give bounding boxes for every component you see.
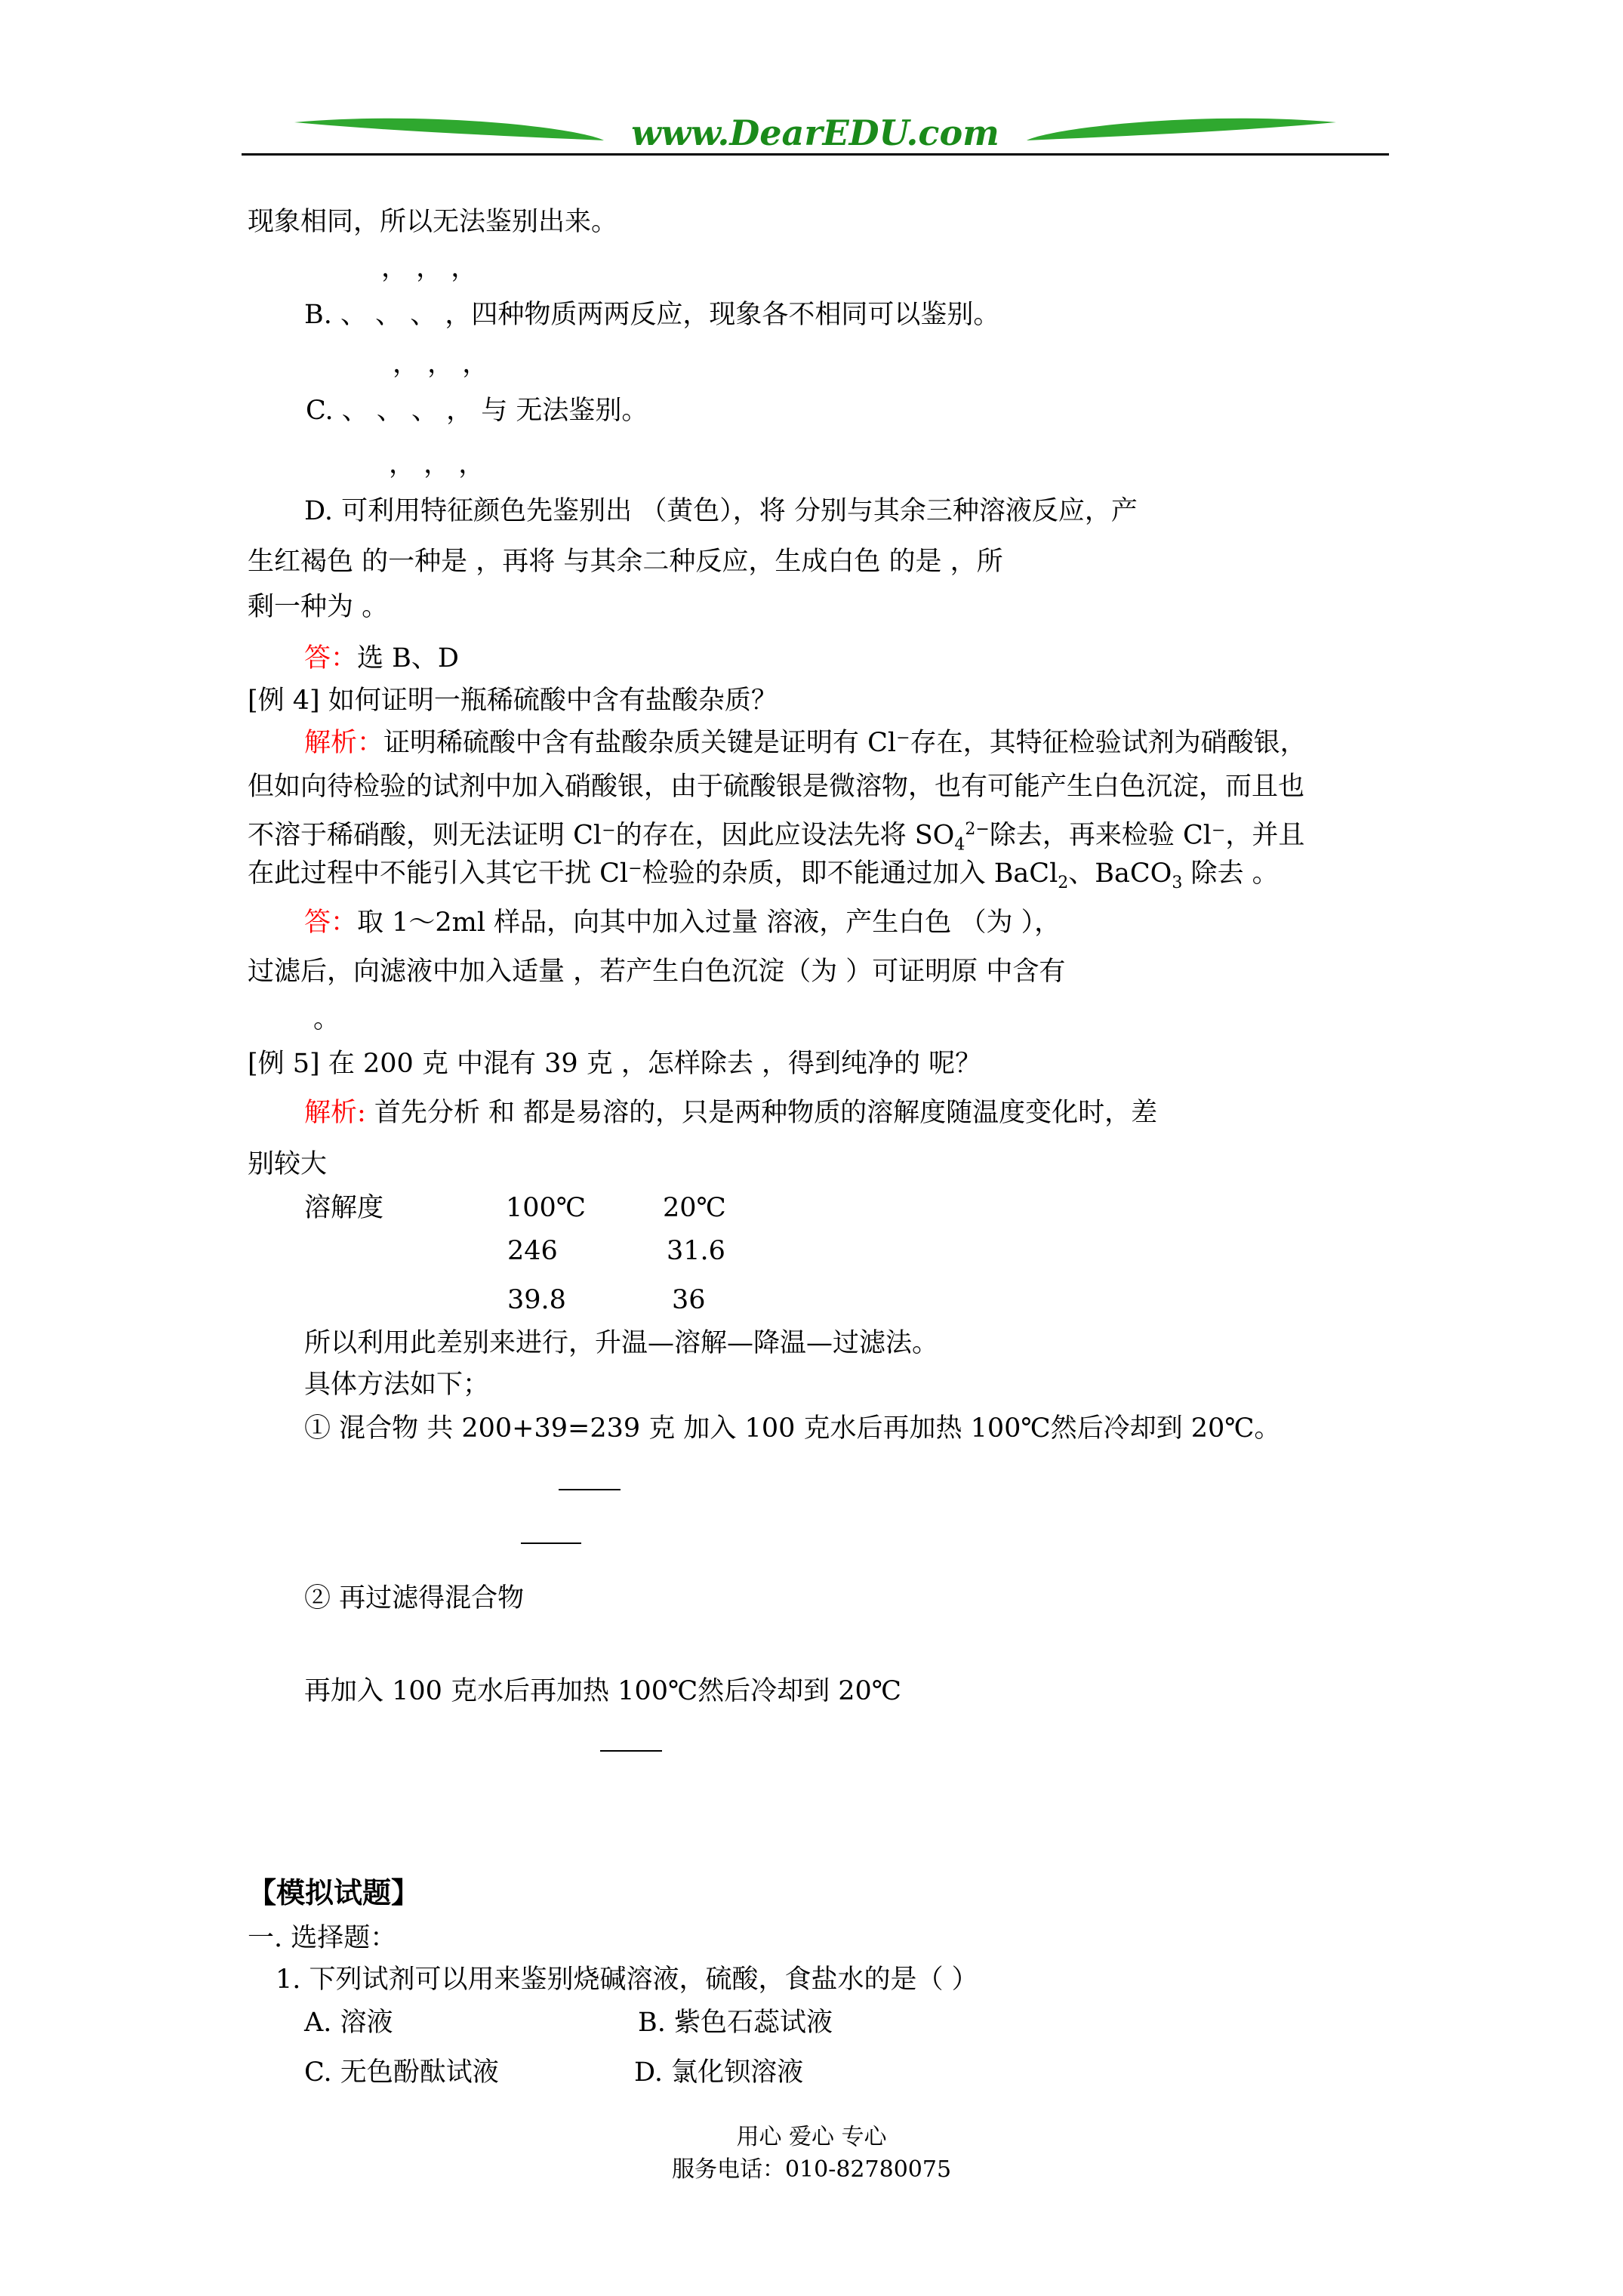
option-b: B. 紫色石蕊试液 — [638, 2008, 833, 2038]
answer-label: 答： — [304, 643, 358, 673]
text-line: 不溶于稀硝酸，则无法证明 Cl⁻的存在，因此应设法先将 $SO_4^{2-}$除去，再来检验 Cl⁻，并且 — [248, 820, 1305, 855]
option-c: C. 无色酚酞试液 — [304, 2057, 499, 2088]
text-line: 但如向待检验的试剂中加入硝酸银，由于硫酸银是微溶物，也有可能产生白色沉淀，而且也 — [248, 772, 1305, 802]
underline-blank — [600, 1750, 662, 1752]
header-rule — [242, 153, 1389, 156]
option-d: D. 氯化钡溶液 — [634, 2057, 804, 2088]
text-line: 所以利用此差别来进行，升温—溶解—降温—过滤法。 — [304, 1328, 939, 1358]
text-line: ， ， ， — [393, 349, 489, 379]
analysis-line: 解析：证明稀硫酸中含有盐酸杂质关键是证明有 Cl⁻存在，其特征检验试剂为硝酸银， — [304, 728, 1307, 758]
text-line: C. 、 、 、 ， 与 无法鉴别。 — [306, 396, 648, 426]
text-line: D. 可利用特征颜色先鉴别出 （黄色），将 分别与其余三种溶液反应，产 — [304, 496, 1138, 526]
text-line: 现象相同，所以无法鉴别出来。 — [248, 207, 618, 237]
analysis-line: 解析: 首先分析 和 都是易溶的，只是两种物质的溶解度随温度变化时，差 — [304, 1098, 1158, 1128]
question-text: 1. 下列试剂可以用来鉴别烧碱溶液，硫酸，食盐水的是（ ） — [276, 1965, 978, 1995]
underline-blank — [559, 1489, 621, 1490]
analysis-label: 解析： — [304, 728, 384, 758]
site-logo-text: www.DearEDU.com — [631, 112, 999, 153]
answer-line: 答：取 1～2ml 样品，向其中加入过量 溶液，产生白色 （为 ）， — [304, 908, 1061, 938]
example-5-title: [例 5] 在 200 克 中混有 39 克 ，怎样除去 ，得到纯净的 呢？ — [248, 1049, 982, 1079]
text-line: 具体方法如下； — [304, 1370, 490, 1400]
solubility-value: 31.6 — [667, 1236, 725, 1266]
solubility-value: 246 — [507, 1236, 558, 1266]
text-line: ① 混合物 共 200+39=239 克 加入 100 克水后再加热 100℃然后冷却到 20℃。 — [304, 1413, 1281, 1444]
footer-motto: 用心 爱心 专心 — [736, 2124, 887, 2150]
text-line: 生红褐色 的一种是 ，再将 与其余二种反应，生成白色 的是 ，所 — [248, 547, 1003, 577]
text-line: 剩一种为 。 — [248, 592, 389, 622]
text-line: 再加入 100 克水后再加热 100℃然后冷却到 20℃ — [304, 1676, 901, 1706]
answer-line: 答：选 B、D — [304, 643, 459, 673]
solubility-value: 36 — [672, 1285, 706, 1315]
analysis-label: 解析: — [304, 1098, 366, 1128]
text-line: ， ， ， — [381, 253, 478, 283]
page-header — [242, 106, 1389, 166]
example-4-title: [例 4] 如何证明一瓶稀硫酸中含有盐酸杂质？ — [248, 686, 778, 716]
solubility-value: 39.8 — [507, 1285, 566, 1315]
section-heading: 【模拟试题】 — [248, 1875, 420, 1909]
text-line: 在此过程中不能引入其它干扰 Cl⁻检验的杂质，即不能通过加入 BaCl$_2$、BaCO$_3$ 除去 。 — [248, 858, 1279, 892]
solubility-temp-20: 20℃ — [663, 1193, 726, 1223]
text-line: ② 再过滤得混合物 — [304, 1583, 525, 1613]
text-line: 。 — [313, 1004, 340, 1034]
text-line: B. 、 、 、 ，四种物质两两反应，现象各不相同可以鉴别。 — [304, 300, 1000, 330]
header-swoosh-logo — [242, 106, 1389, 166]
text-line: ， ， ， — [389, 449, 485, 479]
text-line: 别较大 — [248, 1149, 328, 1179]
text-line: 过滤后，向滤液中加入适量 ，若产生白色沉淀（为 ）可证明原 中含有 — [248, 957, 1066, 987]
answer-label: 答： — [304, 908, 358, 938]
footer-phone: 服务电话：010-82780075 — [671, 2156, 952, 2183]
solubility-header: 溶解度 — [304, 1193, 384, 1223]
option-a: A. 溶液 — [304, 2008, 393, 2038]
underline-blank — [521, 1542, 581, 1544]
solubility-temp-100: 100℃ — [506, 1193, 586, 1223]
section-subheading: 一. 选择题： — [248, 1923, 397, 1953]
